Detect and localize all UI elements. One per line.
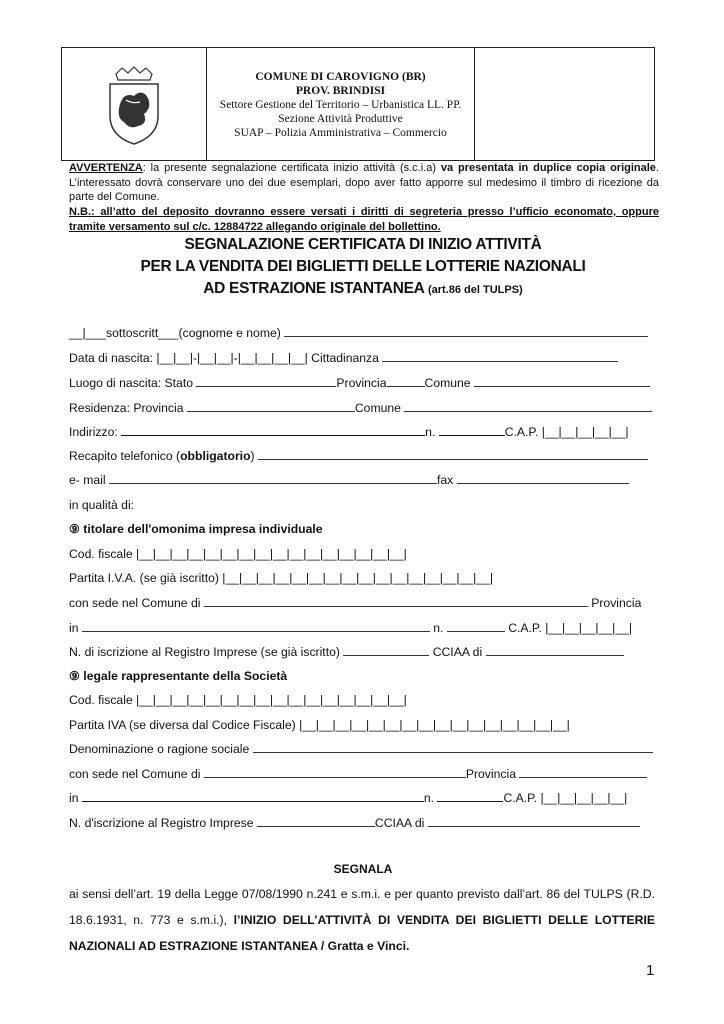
label-sede-comune-2: con sede nel Comune di — [69, 767, 201, 781]
municipal-crest-icon — [102, 64, 166, 146]
option-titolare[interactable]: ⑨ titolare dell'omonima impresa individuale — [69, 522, 323, 536]
label-registro-1: N. di iscrizione al Registro Imprese (se già iscritto) — [69, 645, 340, 659]
row-registro-1 — [69, 643, 659, 661]
crest-cell — [62, 48, 207, 160]
stamp-cell — [475, 48, 654, 160]
label-comune: Comune — [424, 376, 471, 390]
label-stato: Luogo di nascita: Stato — [69, 376, 193, 390]
label-provincia: Provincia — [336, 376, 387, 390]
row-piva-2[interactable]: Partita IVA (se diversa dal Codice Fiscale) |__|__|__|__|__|__|__|__|__|__|__|__|__|__|__|__| — [69, 718, 570, 732]
label-sede-provincia: Provincia — [591, 596, 642, 610]
field-fax[interactable] — [457, 471, 629, 484]
field-cittadinanza[interactable] — [382, 349, 618, 362]
label-residenza: Residenza: Provincia — [69, 401, 184, 415]
label-residenza-comune: Comune — [354, 401, 401, 415]
field-indirizzo-sede-2[interactable] — [82, 789, 424, 802]
field-telefono[interactable] — [258, 447, 648, 460]
row-email — [69, 471, 659, 489]
label-in-1: in — [69, 621, 79, 635]
label-cittadinanza: Cittadinanza — [311, 351, 379, 365]
field-residenza-provincia[interactable] — [187, 399, 355, 412]
option-legale[interactable]: ⑨ legale rappresentante della Società — [69, 669, 288, 683]
field-sede-provincia-2[interactable] — [519, 765, 647, 778]
field-sede-comune-1[interactable] — [204, 594, 588, 607]
row-sede-2 — [69, 765, 659, 783]
row-piva-1[interactable]: Partita I.V.A. (se già iscritto) |__|__|__|__|__|__|__|__|__|__|__|__|__|__|__|__| — [69, 571, 494, 585]
label-recapito-close: ) — [250, 449, 255, 463]
row-luogo — [69, 374, 659, 392]
label-sede-provincia-2: Provincia — [465, 767, 516, 781]
field-denominazione[interactable] — [253, 740, 653, 753]
field-email[interactable] — [109, 471, 437, 484]
label-cap-sede-1: C.A.P. |__|__|__|__|__| — [508, 621, 633, 635]
label-sede-comune: con sede nel Comune di — [69, 596, 201, 610]
issuer-cell — [207, 48, 475, 160]
suap-line: SUAP – Polizia Amministrativa – Commercio — [234, 127, 447, 139]
label-obbligatorio: obbligatorio — [180, 449, 251, 463]
label-numero-sede-1: n. — [433, 621, 444, 635]
row-sede-1 — [69, 594, 659, 612]
field-stato[interactable] — [196, 374, 336, 387]
label-email: e- mail — [69, 473, 106, 487]
row-recapito — [69, 447, 659, 465]
segnala-paragraph — [69, 881, 655, 959]
comune-name: COMUNE DI CAROVIGNO (BR) — [255, 71, 426, 83]
province-name: PROV. BRINDISI — [295, 85, 386, 97]
label-numero-sede-2: n. — [423, 791, 435, 805]
label-indirizzo: Indirizzo: — [69, 425, 118, 439]
page-number: 1 — [646, 962, 655, 979]
field-numero-sede-2[interactable] — [437, 789, 503, 802]
sezione-line: Sezione Attività Produttive — [278, 113, 403, 125]
field-registro-2[interactable] — [257, 814, 375, 827]
label-cap-sede-2: C.A.P. |__|__|__|__|__| — [503, 791, 628, 805]
row-in-2 — [69, 789, 659, 807]
doc-title-ref: (art.86 del TULPS) — [427, 284, 523, 296]
row-registro-2 — [69, 814, 659, 832]
label-cciaa-1: CCIAA di — [432, 645, 483, 659]
label-numero: n. — [425, 425, 436, 439]
field-cciaa-1[interactable] — [486, 643, 624, 656]
field-indirizzo[interactable] — [121, 423, 425, 436]
segnala-text: ai sensi dell’art. 19 della Legge 07/08/1990 n.241 e s.m.i. e per quanto previsto dall’art. 86 del TULPS (R.D. 18.6.1931, n. 773 e s.m.i.), — [69, 887, 655, 927]
label-fax: fax — [436, 473, 454, 487]
field-indirizzo-sede-1[interactable] — [82, 619, 430, 632]
label-data-nascita: Data di nascita: |__|__|-|__|__|-|__|__|__|__| — [69, 351, 308, 365]
row-residenza — [69, 399, 659, 417]
field-cognome-nome[interactable] — [284, 324, 648, 337]
segnala-bold-text: l’INIZIO DELL’ATTIVITÀ DI VENDITA DEI BIGLIETTI DELLE LOTTERIE NAZIONALI AD ESTRAZIONE ISTANTANEA / Gratta e Vinci. — [69, 913, 655, 953]
row-denominazione — [69, 740, 659, 758]
field-cciaa-2[interactable] — [428, 814, 640, 827]
doc-title-line1: SEGNALAZIONE CERTIFICATA DI INIZIO ATTIVITÀ — [184, 236, 542, 253]
avvertenza-bold: va presentata in duplice copia originale — [440, 162, 656, 174]
row-in-1 — [69, 619, 659, 637]
settore-line: Settore Gestione del Territorio – Urbanistica LL. PP. — [219, 99, 462, 111]
nb-block: N.B.: all’atto del deposito dovranno essere versati i diritti di segreteria presso l’ufficio economato, oppure tramite versamento sul c/c. 12884722 allegando originale del bollettino. — [69, 206, 659, 233]
label-denominazione: Denominazione o ragione sociale — [69, 742, 250, 756]
field-residenza-comune[interactable] — [404, 399, 652, 412]
row-indirizzo — [69, 423, 659, 441]
label-cciaa-2: CCIAA di — [374, 816, 425, 830]
label-registro-2: N. d'iscrizione al Registro Imprese — [69, 816, 254, 830]
row-sottoscritto — [69, 324, 659, 342]
field-provincia-nascita[interactable] — [387, 374, 425, 387]
row-nascita — [69, 349, 659, 367]
field-comune-nascita[interactable] — [474, 374, 650, 387]
row-qualita: in qualità di: — [69, 498, 135, 512]
row-codfiscale-1[interactable]: Cod. fiscale |__|__|__|__|__|__|__|__|__|__|__|__|__|__|__|__| — [69, 547, 407, 561]
segnala-heading: SEGNALA — [333, 862, 393, 876]
doc-title-line3 — [61, 280, 665, 298]
avvertenza-text2: . L’interessato dovrà conservare uno dei due esemplari, dopo aver fatto apporre sul medesimo il timbro di ricezione da parte del Comune. — [69, 162, 659, 203]
doc-title-line2: PER LA VENDITA DEI BIGLIETTI DELLE LOTTERIE NAZIONALI — [140, 258, 586, 275]
field-numero-sede-1[interactable] — [447, 619, 505, 632]
doc-title-line3-main: AD ESTRAZIONE ISTANTANEA — [203, 280, 424, 297]
avvertenza-block — [69, 161, 659, 205]
row-codfiscale-2[interactable]: Cod. fiscale |__|__|__|__|__|__|__|__|__|__|__|__|__|__|__|__| — [69, 693, 407, 707]
field-sede-comune-2[interactable] — [204, 765, 466, 778]
letterhead — [61, 47, 655, 161]
avvertenza-text1: : la presente segnalazione certificata inizio attività (s.c.i.a) — [142, 162, 441, 174]
label-sottoscritto: __|___sottoscritt___(cognome e nome) — [69, 326, 281, 340]
label-recapito: Recapito telefonico ( — [69, 449, 181, 463]
label-cap: C.A.P. |__|__|__|__|__| — [504, 425, 629, 439]
field-numero[interactable] — [439, 423, 505, 436]
field-registro-1[interactable] — [343, 643, 429, 656]
avvertenza-label: AVVERTENZA — [69, 162, 143, 174]
label-in-2: in — [69, 791, 79, 805]
